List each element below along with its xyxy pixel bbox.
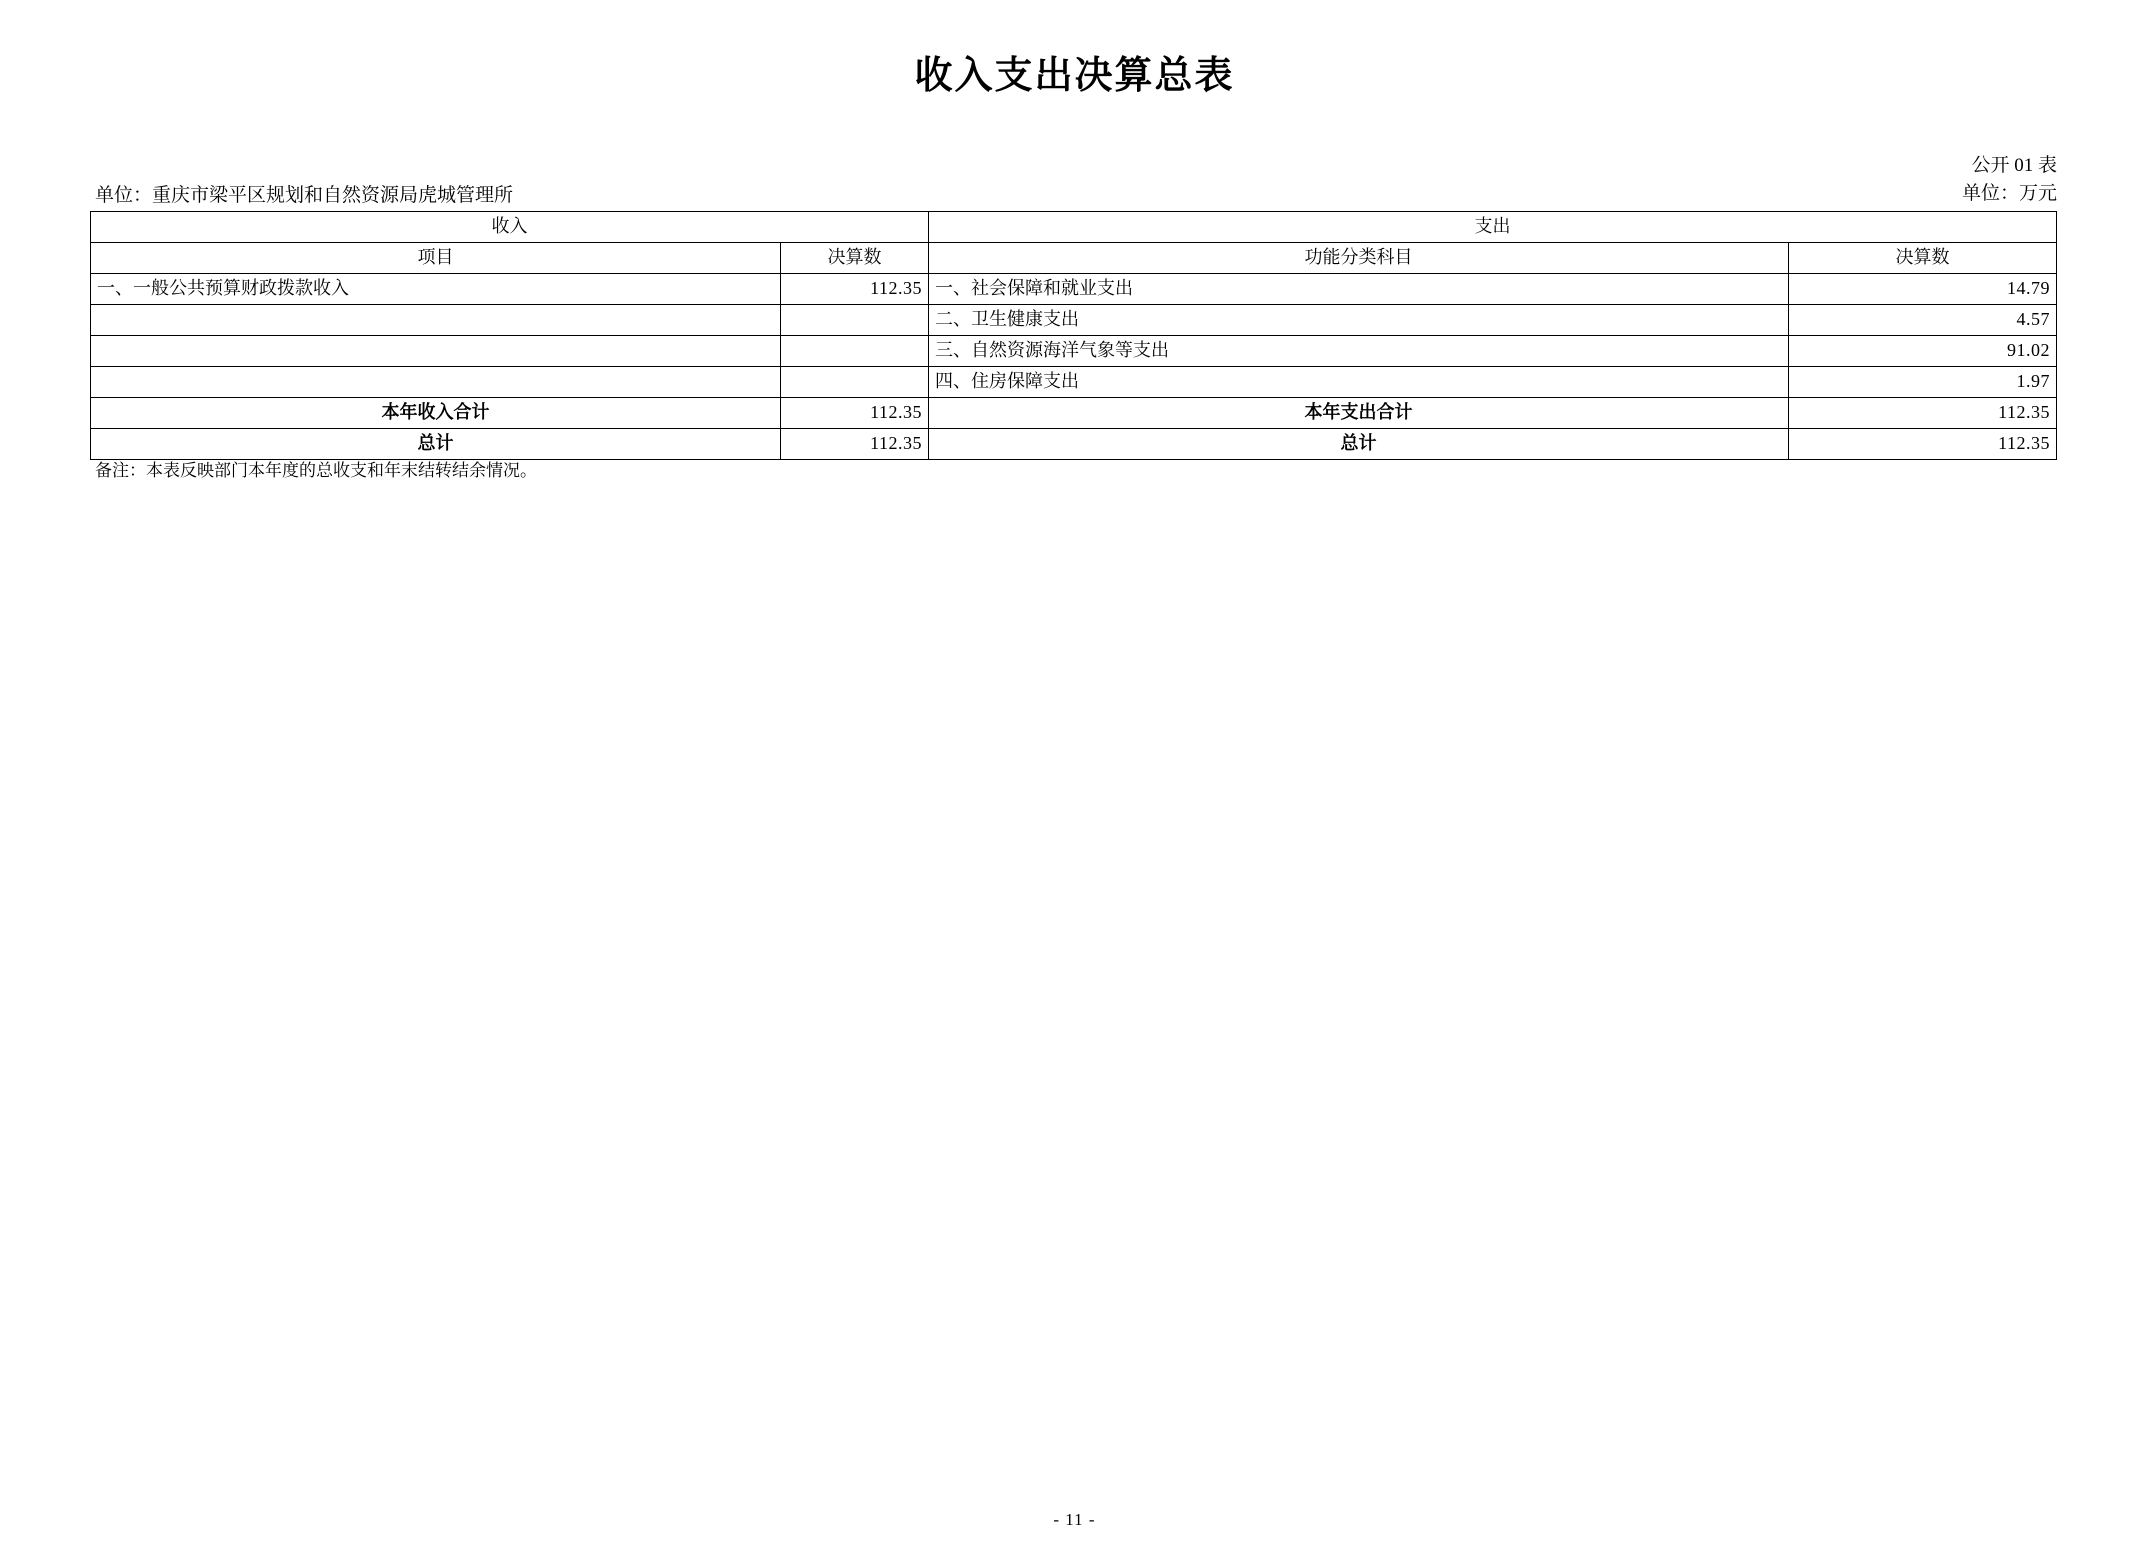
expenditure-item-cell: 四、住房保障支出: [929, 367, 1789, 398]
table-subtotal-row: [91, 398, 2057, 429]
budget-summary-table: [90, 211, 2057, 460]
income-subtotal-amount: 112.35: [781, 398, 929, 429]
income-amount-cell: [781, 305, 929, 336]
expenditure-item-cell: 三、自然资源海洋气象等支出: [929, 336, 1789, 367]
organization-name: 单位：重庆市梁平区规划和自然资源局虎城管理所: [95, 185, 514, 206]
income-total-label: 总计: [91, 429, 781, 460]
table-column-header-row: [91, 243, 2057, 274]
currency-unit-note: 单位：万元: [1961, 183, 2057, 204]
income-amount-cell: [781, 336, 929, 367]
expenditure-total-amount: 112.35: [1789, 429, 2057, 460]
column-header-expenditure-item: 功能分类科目: [929, 243, 1789, 274]
table-row: [91, 336, 2057, 367]
expenditure-item-cell: 二、卫生健康支出: [929, 305, 1789, 336]
expenditure-amount-cell: 4.57: [1789, 305, 2057, 336]
document-page: [0, 44, 2149, 1564]
form-number: 公开 01 表: [1971, 155, 2057, 176]
expenditure-total-label: 总计: [929, 429, 1789, 460]
expenditure-amount-cell: 1.97: [1789, 367, 2057, 398]
table-row: [91, 274, 2057, 305]
group-header-income: 收入: [91, 212, 929, 243]
income-total-amount: 112.35: [781, 429, 929, 460]
income-item-cell: [91, 336, 781, 367]
expenditure-amount-cell: 14.79: [1789, 274, 2057, 305]
income-amount-cell: [781, 367, 929, 398]
column-header-income-item: 项目: [91, 243, 781, 274]
income-amount-cell: 112.35: [781, 274, 929, 305]
table-row: [91, 367, 2057, 398]
table-total-row: [91, 429, 2057, 460]
expenditure-subtotal-amount: 112.35: [1789, 398, 2057, 429]
income-item-cell: [91, 367, 781, 398]
column-header-expenditure-amount: 决算数: [1789, 243, 2057, 274]
column-header-income-amount: 决算数: [781, 243, 929, 274]
expenditure-amount-cell: 91.02: [1789, 336, 2057, 367]
page-number: - 11 -: [1053, 1510, 1096, 1529]
table-row: [91, 305, 2057, 336]
group-header-expenditure: 支出: [929, 212, 2057, 243]
income-item-cell: [91, 305, 781, 336]
expenditure-subtotal-label: 本年支出合计: [929, 398, 1789, 429]
income-subtotal-label: 本年收入合计: [91, 398, 781, 429]
table-note: 备注：本表反映部门本年度的总收支和年末结转结余情况。: [95, 461, 537, 480]
income-item-cell: 一、一般公共预算财政拨款收入: [91, 274, 781, 305]
expenditure-item-cell: 一、社会保障和就业支出: [929, 274, 1789, 305]
table-group-header-row: [91, 212, 2057, 243]
page-title: 收入支出决算总表: [914, 55, 1235, 97]
